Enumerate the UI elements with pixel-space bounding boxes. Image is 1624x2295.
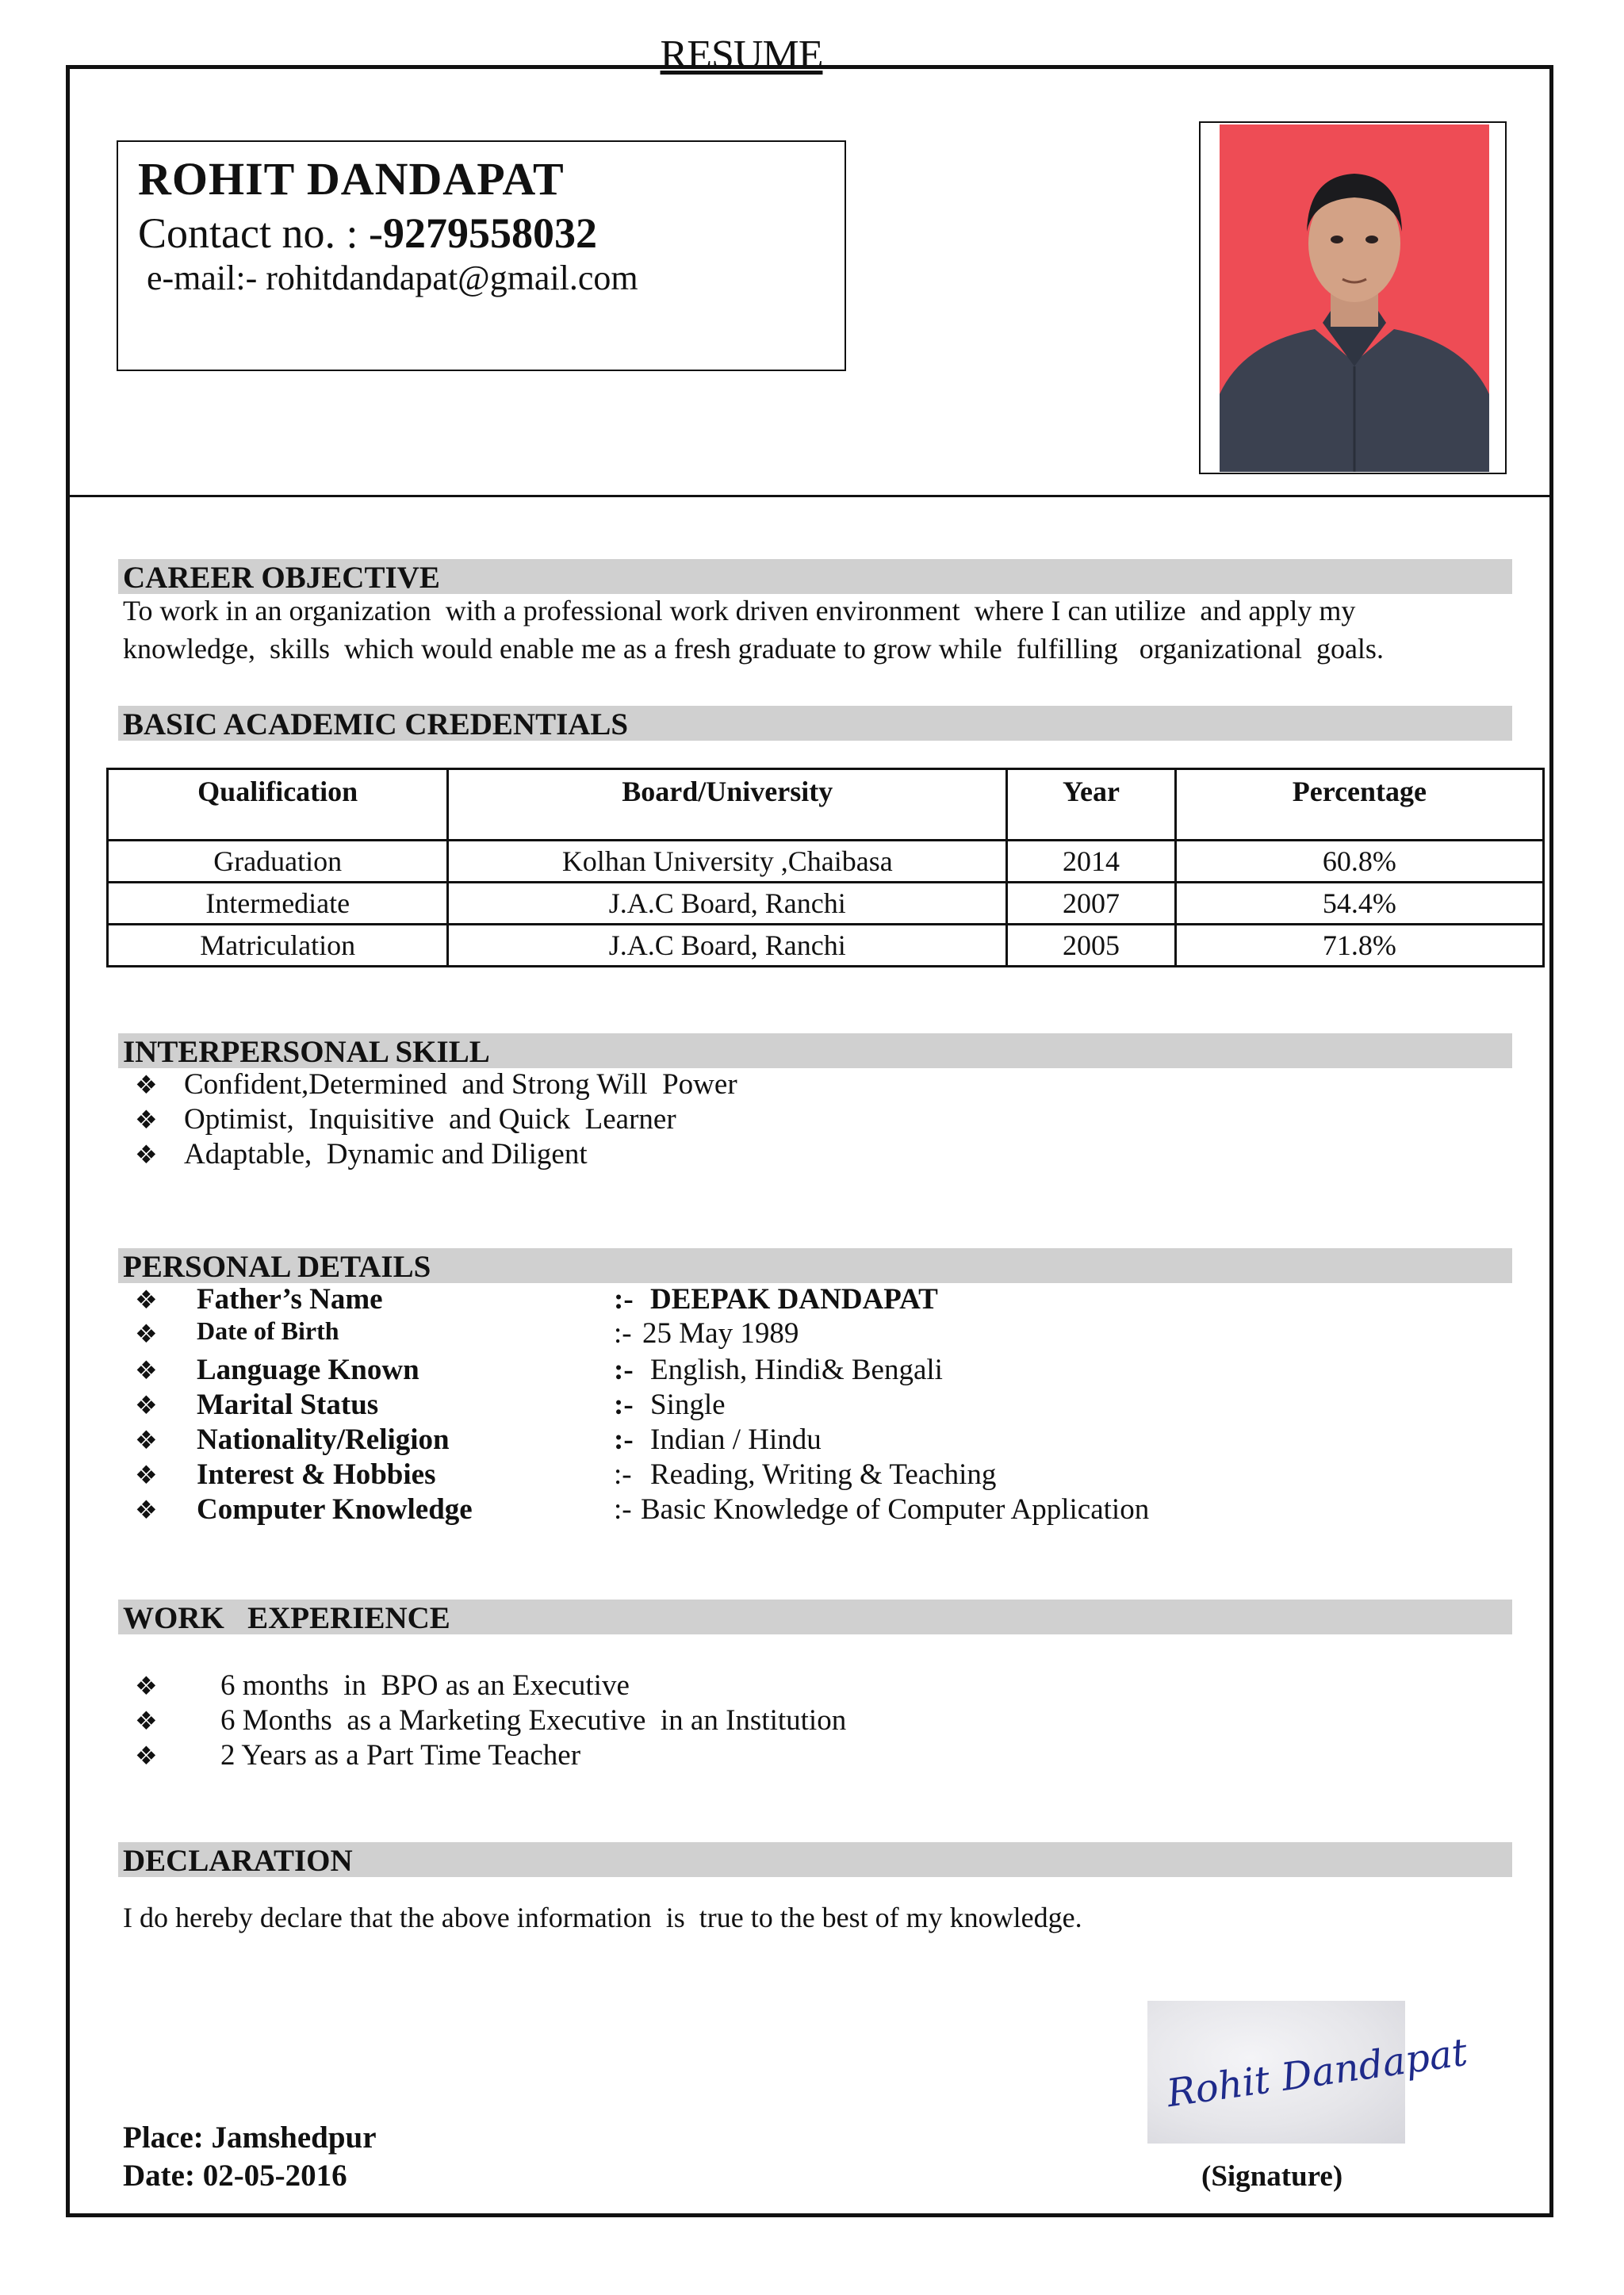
career-objective-title: CAREER OBJECTIVE [123,561,440,595]
personal-label: Date of Birth [197,1316,339,1345]
table-cell: 60.8% [1175,841,1543,883]
personal-value: 25 May 1989 [642,1317,799,1350]
diamond-bullet-icon: ❖ [135,1140,158,1169]
table-header-percentage: Percentage [1175,769,1543,841]
table-cell: Kolhan University ,Chaibasa [448,841,1007,883]
personal-value: English, Hindi& Bengali [650,1354,943,1386]
contact-label: Contact no. : - [138,209,383,257]
personal-label: Marital Status [197,1389,379,1421]
personal-separator: :- [614,1317,632,1350]
personal-label: Nationality/Religion [197,1423,450,1456]
table-header-board: Board/University [448,769,1007,841]
table-cell: J.A.C Board, Ranchi [448,883,1007,925]
list-item [135,1738,581,1772]
table-cell: 71.8% [1175,925,1543,967]
list-item [135,1067,737,1102]
table-cell: J.A.C Board, Ranchi [448,925,1007,967]
table-cell: Intermediate [108,883,448,925]
list-item [135,1669,630,1703]
contact-line [138,209,597,258]
handwritten-signature: Rohit Dandapat [1163,2029,1470,2117]
table-row [108,841,1544,883]
personal-value: Single [650,1389,726,1421]
personal-label: Computer Knowledge [197,1493,473,1526]
personal-label: Interest & Hobbies [197,1458,436,1491]
table-header-qualification: Qualification [108,769,448,841]
header-divider [66,495,1553,497]
diamond-bullet-icon: ❖ [135,1105,158,1134]
skill-text: Confident,Determined and Strong Will Power [184,1068,737,1101]
document-title: RESUME [660,33,823,78]
personal-separator: :- [614,1354,634,1386]
personal-value: Indian / Hindu [650,1423,822,1456]
personal-label: Language Known [197,1354,419,1386]
list-item [135,1703,847,1738]
declaration-title: DECLARATION [123,1844,353,1878]
contact-number: 9279558032 [382,209,597,257]
candidate-name: ROHIT DANDAPAT [138,153,565,205]
work-title: WORK EXPERIENCE [123,1601,450,1635]
work-text: 2 Years as a Part Time Teacher [220,1739,581,1772]
table-header-year: Year [1007,769,1176,841]
personal-value: Basic Knowledge of Computer Application [641,1493,1150,1526]
career-objective-line-1: To work in an organization with a professional work driven environment where I can utilize and apply my [123,595,1356,626]
personal-separator: :- [614,1458,632,1491]
list-item [135,1102,676,1136]
profile-photo [1220,125,1489,472]
personal-separator: :- [614,1493,632,1526]
career-objective-line-2: knowledge, skills which would enable me as a fresh graduate to grow while fulfilling organizational goals. [123,633,1384,665]
diamond-bullet-icon: ❖ [135,1496,158,1524]
signature-label: (Signature) [1201,2160,1343,2193]
table-cell: 54.4% [1175,883,1543,925]
table-cell: 2005 [1007,925,1176,967]
personal-row [135,1492,1150,1527]
skill-text: Adaptable, Dynamic and Diligent [184,1138,588,1170]
personal-separator: :- [614,1389,634,1421]
diamond-bullet-icon: ❖ [135,1391,158,1420]
personal-separator: :- [614,1423,634,1456]
diamond-bullet-icon: ❖ [135,1461,158,1489]
diamond-bullet-icon: ❖ [135,1320,158,1348]
diamond-bullet-icon: ❖ [135,1741,158,1770]
table-header-row [108,769,1544,841]
work-text: 6 months in BPO as an Executive [220,1669,630,1702]
personal-row [135,1423,822,1458]
academic-credentials-table [106,768,1545,967]
declaration-text: I do hereby declare that the above information is true to the best of my knowledge. [123,1902,1082,1933]
diamond-bullet-icon: ❖ [135,1285,158,1314]
personal-value: Reading, Writing & Teaching [650,1458,997,1491]
personal-row [135,1458,997,1492]
personal-label: Father’s Name [197,1283,383,1316]
diamond-bullet-icon: ❖ [135,1426,158,1454]
personal-title: PERSONAL DETAILS [123,1250,431,1284]
skill-text: Optimist, Inquisitive and Quick Learner [184,1103,676,1136]
place-line: Place: Jamshedpur [123,2121,377,2155]
personal-row [135,1316,799,1351]
person-portrait [1220,125,1489,472]
email-line: e-mail:- rohitdandapat@gmail.com [147,259,638,297]
personal-value: DEEPAK DANDAPAT [650,1283,938,1316]
table-cell: 2007 [1007,883,1176,925]
diamond-bullet-icon: ❖ [135,1071,158,1099]
academics-title: BASIC ACADEMIC CREDENTIALS [123,707,629,741]
date-line: Date: 02-05-2016 [123,2159,347,2193]
personal-row [135,1353,943,1388]
table-cell: 2014 [1007,841,1176,883]
table-cell: Graduation [108,841,448,883]
personal-row [135,1282,938,1317]
diamond-bullet-icon: ❖ [135,1672,158,1700]
interpersonal-title: INTERPERSONAL SKILL [123,1035,490,1069]
diamond-bullet-icon: ❖ [135,1707,158,1735]
list-item [135,1137,588,1171]
table-row [108,883,1544,925]
personal-separator: :- [614,1283,634,1316]
personal-row [135,1388,726,1423]
table-cell: Matriculation [108,925,448,967]
work-text: 6 Months as a Marketing Executive in an Institution [220,1704,847,1737]
diamond-bullet-icon: ❖ [135,1356,158,1385]
table-row [108,925,1544,967]
